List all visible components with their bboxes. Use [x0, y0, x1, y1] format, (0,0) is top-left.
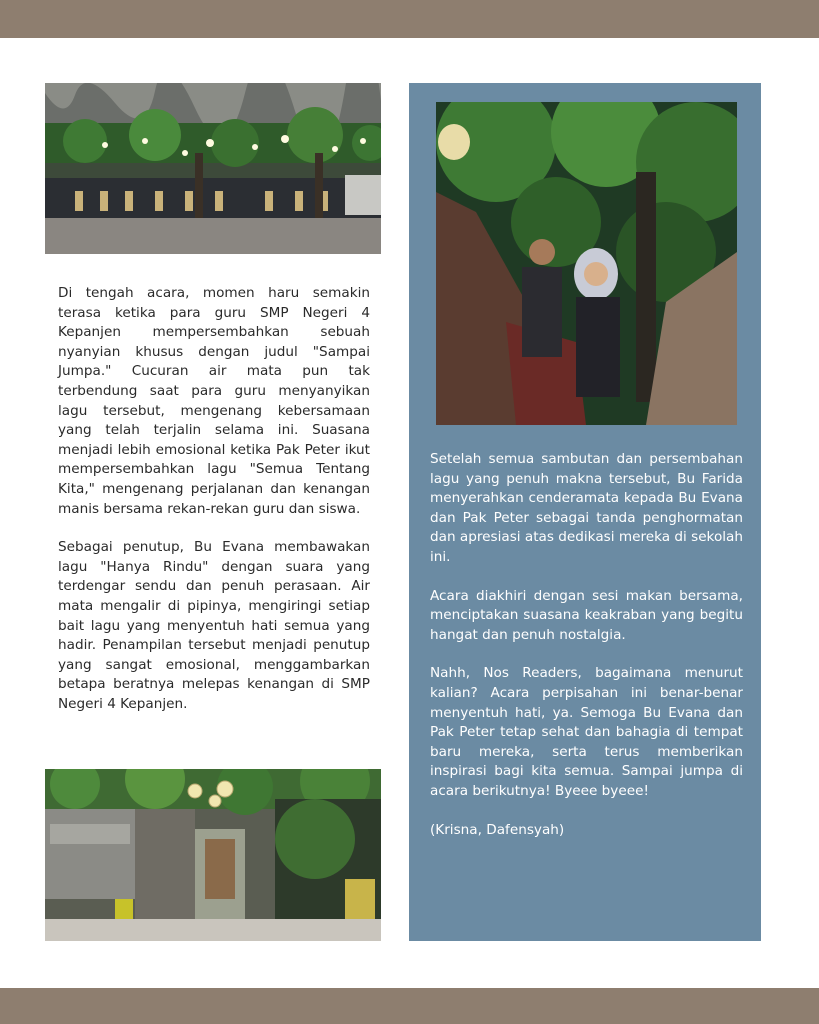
right-article-text [430, 450, 743, 859]
right-paragraph-2: Acara diakhiri dengan sesi makan bersama, menciptakan suasana keakraban yang begitu hangat dan penuh nostalgia. [430, 587, 743, 643]
right-info-panel [409, 83, 761, 941]
left-paragraph-1: Di tengah acara, momen haru semakin terasa ketika para guru SMP Negeri 4 Kepanjen mempersembahkan sebuah nyanyian khusus dengan judul "Sampai Jumpa." Cucuran air mata pun tak terbendung saat para guru menyanyikan lagu tersebut, mengenang kebersamaan yang telah terjalin selama ini. Suasana menjadi lebih emosional ketika Pak Peter ikut mempersembahkan lagu "Semua Tentang Kita," mengenang perjalanan dan kenangan manis bersama rekan-rekan guru dan siswa. [58, 285, 370, 517]
right-paragraph-3: Nahh, Nos Readers, bagaimana menurut kalian? Acara perpisahan ini benar-benar menyentuh hati, ya. Semoga Bu Evana dan Pak Peter tetap sehat dan bahagia di tempat baru mereka, serta terus memberikan inspirasi bagi kita semua. Sampai jumpa di acara berikutnya! Byeee byeee! [430, 665, 743, 799]
corridor-photo [45, 769, 381, 941]
top-decor-band [0, 0, 819, 38]
left-paragraph-2: Sebagai penutup, Bu Evana membawakan lagu "Hanya Rindu" dengan suara yang terdengar sendu dan penuh perasaan. Air mata mengalir di pipinya, mengiringi setiap bait lagu yang menyentuh hati semua yang hadir. Penampilan tersebut menjadi penutup yang sangat emosional, menggambarkan betapa beratnya melepas kenangan di SMP Negeri 4 Kepanjen. [58, 539, 370, 712]
bottom-decor-band [0, 988, 819, 1024]
teachers-couple-photo [436, 102, 737, 425]
author-credit: (Krisna, Dafensyah) [430, 821, 565, 838]
right-paragraph-1: Setelah semua sambutan dan persembahan lagu yang penuh makna tersebut, Bu Farida menyerahkan cenderamata kepada Bu Evana dan Pak Peter sebagai tanda penghormatan dan apresiasi atas dedikasi mereka di sekolah ini. [430, 451, 743, 565]
restaurant-hall-photo [45, 83, 381, 254]
left-article-text [58, 284, 370, 733]
